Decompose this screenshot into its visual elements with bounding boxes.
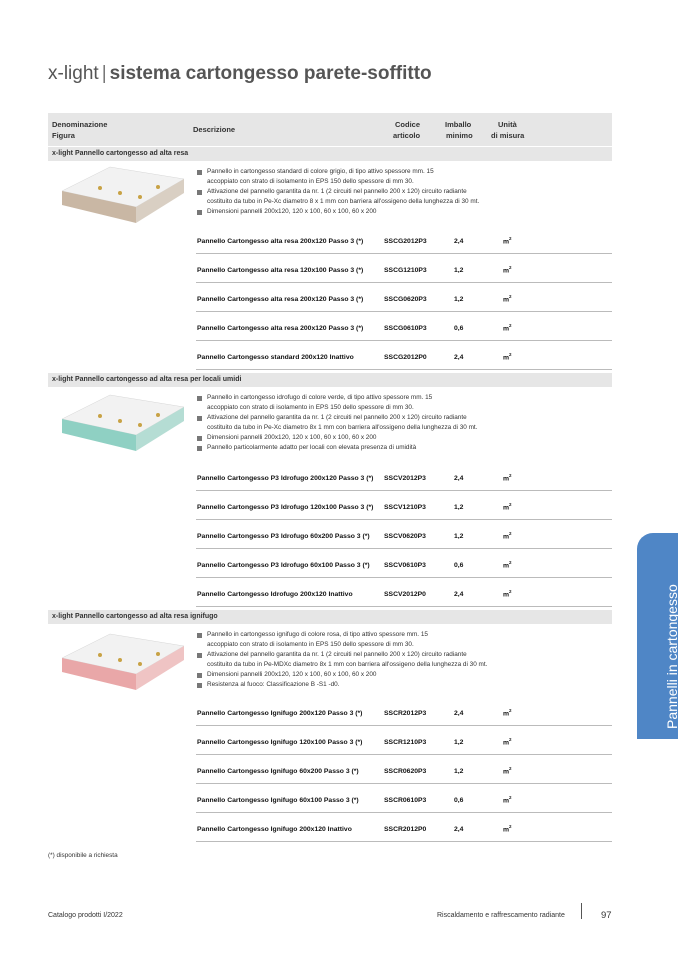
product-code: SSCR2012P0 [384,826,427,833]
product-qty: 1,2 [454,533,464,540]
header-figura: Figura [52,131,75,140]
product-unit: $m^2$ [503,322,512,332]
section-heading: x-light Pannello cartongesso ad alta resa per locali umidi [48,373,612,387]
bullet-text: costituito da tubo in Pe-Xc diametro 8 x 1 mm con barriera all'ossigeno della lunghezza di 30 mt. [207,198,480,205]
product-name: Pannello Cartongesso standard 200x120 Inattivo [197,354,354,361]
section-heading: x-light Pannello cartongesso ad alta resa [48,147,612,161]
header-minimo: minimo [446,131,473,140]
table-row [196,255,612,283]
table-header [48,113,612,146]
product-unit: $m^2$ [503,293,512,303]
product-qty: 1,2 [454,739,464,746]
product-unit: $m^2$ [503,264,512,274]
table-row [196,814,612,842]
bullet-item [196,670,536,680]
table-row [196,492,612,520]
product-name: Pannello Cartongesso P3 Idrofugo 200x120 Passo 3 (*) [197,475,374,482]
bullet-text: Attivazione del pannello garantita da nr. 1 (2 circuiti nel pannello 200 x 120) circuito radiante [207,414,467,421]
bullet-item [196,393,536,413]
header-descrizione: Descrizione [193,125,236,134]
product-name: Pannello Cartongesso alta resa 120x100 Passo 3 (*) [197,267,364,274]
bullet-item [196,680,536,690]
bullet-text: Resistenza al fuoco: Classificazione B -S1 -d0. [207,681,340,688]
product-code: SSCG0620P3 [384,296,427,303]
title-brand: x-light [48,63,99,84]
product-unit: $m^2$ [503,588,512,598]
bullet-item [196,187,536,207]
footer-divider [581,903,582,919]
section-description [196,630,536,690]
product-code: SSCR0620P3 [384,768,427,775]
table-row [196,550,612,578]
bullet-text: Dimensioni pannelli 200x120, 120 x 100, 60 x 100, 60 x 200 [207,671,377,678]
product-code: SSCG2012P3 [384,238,427,245]
product-name: Pannello Cartongesso alta resa 200x120 Passo 3 (*) [197,325,364,332]
product-qty: 1,2 [454,296,464,303]
product-unit: $m^2$ [503,472,512,482]
product-code: SSCG0610P3 [384,325,427,332]
product-unit: $m^2$ [503,707,512,717]
bullet-text: Attivazione del pannello garantita da nr. 1 (2 circuiti nel pannello 200 x 120) circuito radiante [207,188,467,195]
grey-plasterboard-panel-icon [58,165,188,225]
bullet-text: Dimensioni pannelli 200x120, 120 x 100, 60 x 100, 60 x 200 [207,208,377,215]
bullet-item [196,207,536,217]
table-row [196,463,612,491]
product-qty: 2,4 [454,475,464,482]
product-unit: $m^2$ [503,823,512,833]
product-qty: 1,2 [454,768,464,775]
section-description [196,393,536,453]
product-name: Pannello Cartongesso alta resa 200x120 Passo 3 (*) [197,296,364,303]
product-unit: $m^2$ [503,530,512,540]
header-codice: Codice [395,120,421,129]
table-row [196,785,612,813]
product-code: SSCR0610P3 [384,797,427,804]
bullet-text: Dimensioni pannelli 200x120, 120 x 100, 60 x 100, 60 x 200 [207,434,377,441]
table-row [196,313,612,341]
product-unit: $m^2$ [503,235,512,245]
title-separator: | [101,63,107,84]
bullet-text: costituito da tubo in Pe-MDXc diametro 8x 1 mm con barriera all'ossigeno della lunghezza di 30 mt. [207,661,488,668]
product-name: Pannello Cartongesso Ignifugo 60x100 Passo 3 (*) [197,797,359,804]
bullet-text: Pannello in cartongesso ignifugo di colore rosa, di tipo attivo spessore mm. 15 [207,631,428,638]
section-description [196,167,536,217]
chapter-side-tab [637,533,678,739]
table-row [196,698,612,726]
product-code: SSCV2012P3 [384,475,426,482]
table-row [196,284,612,312]
header-articolo: articolo [393,131,421,140]
bullet-text: Pannello in cartongesso standard di colore grigio, di tipo attivo spessore mm. 15 [207,168,434,175]
product-code: SSCV0620P3 [384,533,426,540]
bullet-item [196,443,536,453]
header-imballo: Imballo [445,120,472,129]
page-number: 97 [601,910,612,921]
product-unit: $m^2$ [503,736,512,746]
product-code: SSCG1210P3 [384,267,427,274]
bullet-text: Attivazione del pannello garantita da nr. 1 (2 circuiti nel pannello 200 x 120) circuito radiante [207,651,467,658]
product-code: SSCG2012P0 [384,354,427,361]
table-row [196,727,612,755]
product-name: Pannello Cartongesso Ignifugo 200x120 Passo 3 (*) [197,710,363,717]
header-di-misura: di misura [491,131,525,140]
section-heading: x-light Pannello cartongesso ad alta resa ignifugo [48,610,612,624]
chapter-side-tab-label: Pannelli in cartongesso [664,584,680,729]
bullet-text: accoppiato con strato di isolamento in EPS 150 dello spessore di mm 30. [207,404,414,411]
bullet-text: accoppiato con strato di isolamento in EPS 150 dello spessore di mm 30. [207,641,414,648]
bullet-text: Pannello particolarmente adatto per locali con elevata presenza di umidità [207,444,417,451]
bullet-item [196,433,536,443]
green-plasterboard-panel-icon [58,393,188,453]
header-denominazione: Denominazione [52,120,108,129]
product-qty: 2,4 [454,710,464,717]
footer-catalog: Catalogo prodotti I/2022 [48,912,123,919]
product-qty: 2,4 [454,591,464,598]
product-name: Pannello Cartongesso Ignifugo 200x120 Inattivo [197,826,352,833]
product-name: Pannello Cartongesso P3 Idrofugo 120x100 Passo 3 (*) [197,504,374,511]
table-row [196,756,612,784]
product-code: SSCV2012P0 [384,591,426,598]
product-qty: 1,2 [454,267,464,274]
product-code: SSCV1210P3 [384,504,426,511]
product-qty: 0,6 [454,562,464,569]
title-main: sistema cartongesso parete-soffitto [109,63,432,84]
bullet-item [196,650,536,670]
bullet-text: accoppiato con strato di isolamento in EPS 150 dello spessore di mm 30. [207,178,414,185]
footnote: (*) disponibile a richiesta [48,852,118,859]
product-name: Pannello Cartongesso Idrofugo 200x120 Inattivo [197,591,353,598]
product-code: SSCR2012P3 [384,710,427,717]
footer-section: Riscaldamento e raffrescamento radiante [437,912,565,919]
product-qty: 2,4 [454,238,464,245]
table-row [196,226,612,254]
product-unit: $m^2$ [503,765,512,775]
product-code: SSCV0610P3 [384,562,426,569]
bullet-text: Pannello in cartongesso idrofugo di colore verde, di tipo attivo spessore mm. 15 [207,394,433,401]
product-name: Pannello Cartongesso Ignifugo 120x100 Passo 3 (*) [197,739,363,746]
bullet-text: costituito da tubo in Pe-Xc diametro 8x 1 mm con barriera all'ossigeno della lunghezza di 30 mt. [207,424,478,431]
table-row [196,342,612,370]
bullet-item [196,630,536,650]
product-qty: 0,6 [454,797,464,804]
bullet-item [196,413,536,433]
product-unit: $m^2$ [503,794,512,804]
product-code: SSCR1210P3 [384,739,427,746]
table-row [196,579,612,607]
product-name: Pannello Cartongesso Ignifugo 60x200 Passo 3 (*) [197,768,359,775]
product-qty: 2,4 [454,354,464,361]
product-qty: 0,6 [454,325,464,332]
product-name: Pannello Cartongesso alta resa 200x120 Passo 3 (*) [197,238,364,245]
product-unit: $m^2$ [503,351,512,361]
header-unita: Unità [498,120,517,129]
bullet-item [196,167,536,187]
product-name: Pannello Cartongesso P3 Idrofugo 60x200 Passo 3 (*) [197,533,370,540]
page-title [48,63,432,85]
product-qty: 1,2 [454,504,464,511]
product-unit: $m^2$ [503,501,512,511]
pink-plasterboard-panel-icon [58,632,188,692]
product-unit: $m^2$ [503,559,512,569]
table-row [196,521,612,549]
product-name: Pannello Cartongesso P3 Idrofugo 60x100 Passo 3 (*) [197,562,370,569]
product-qty: 2,4 [454,826,464,833]
